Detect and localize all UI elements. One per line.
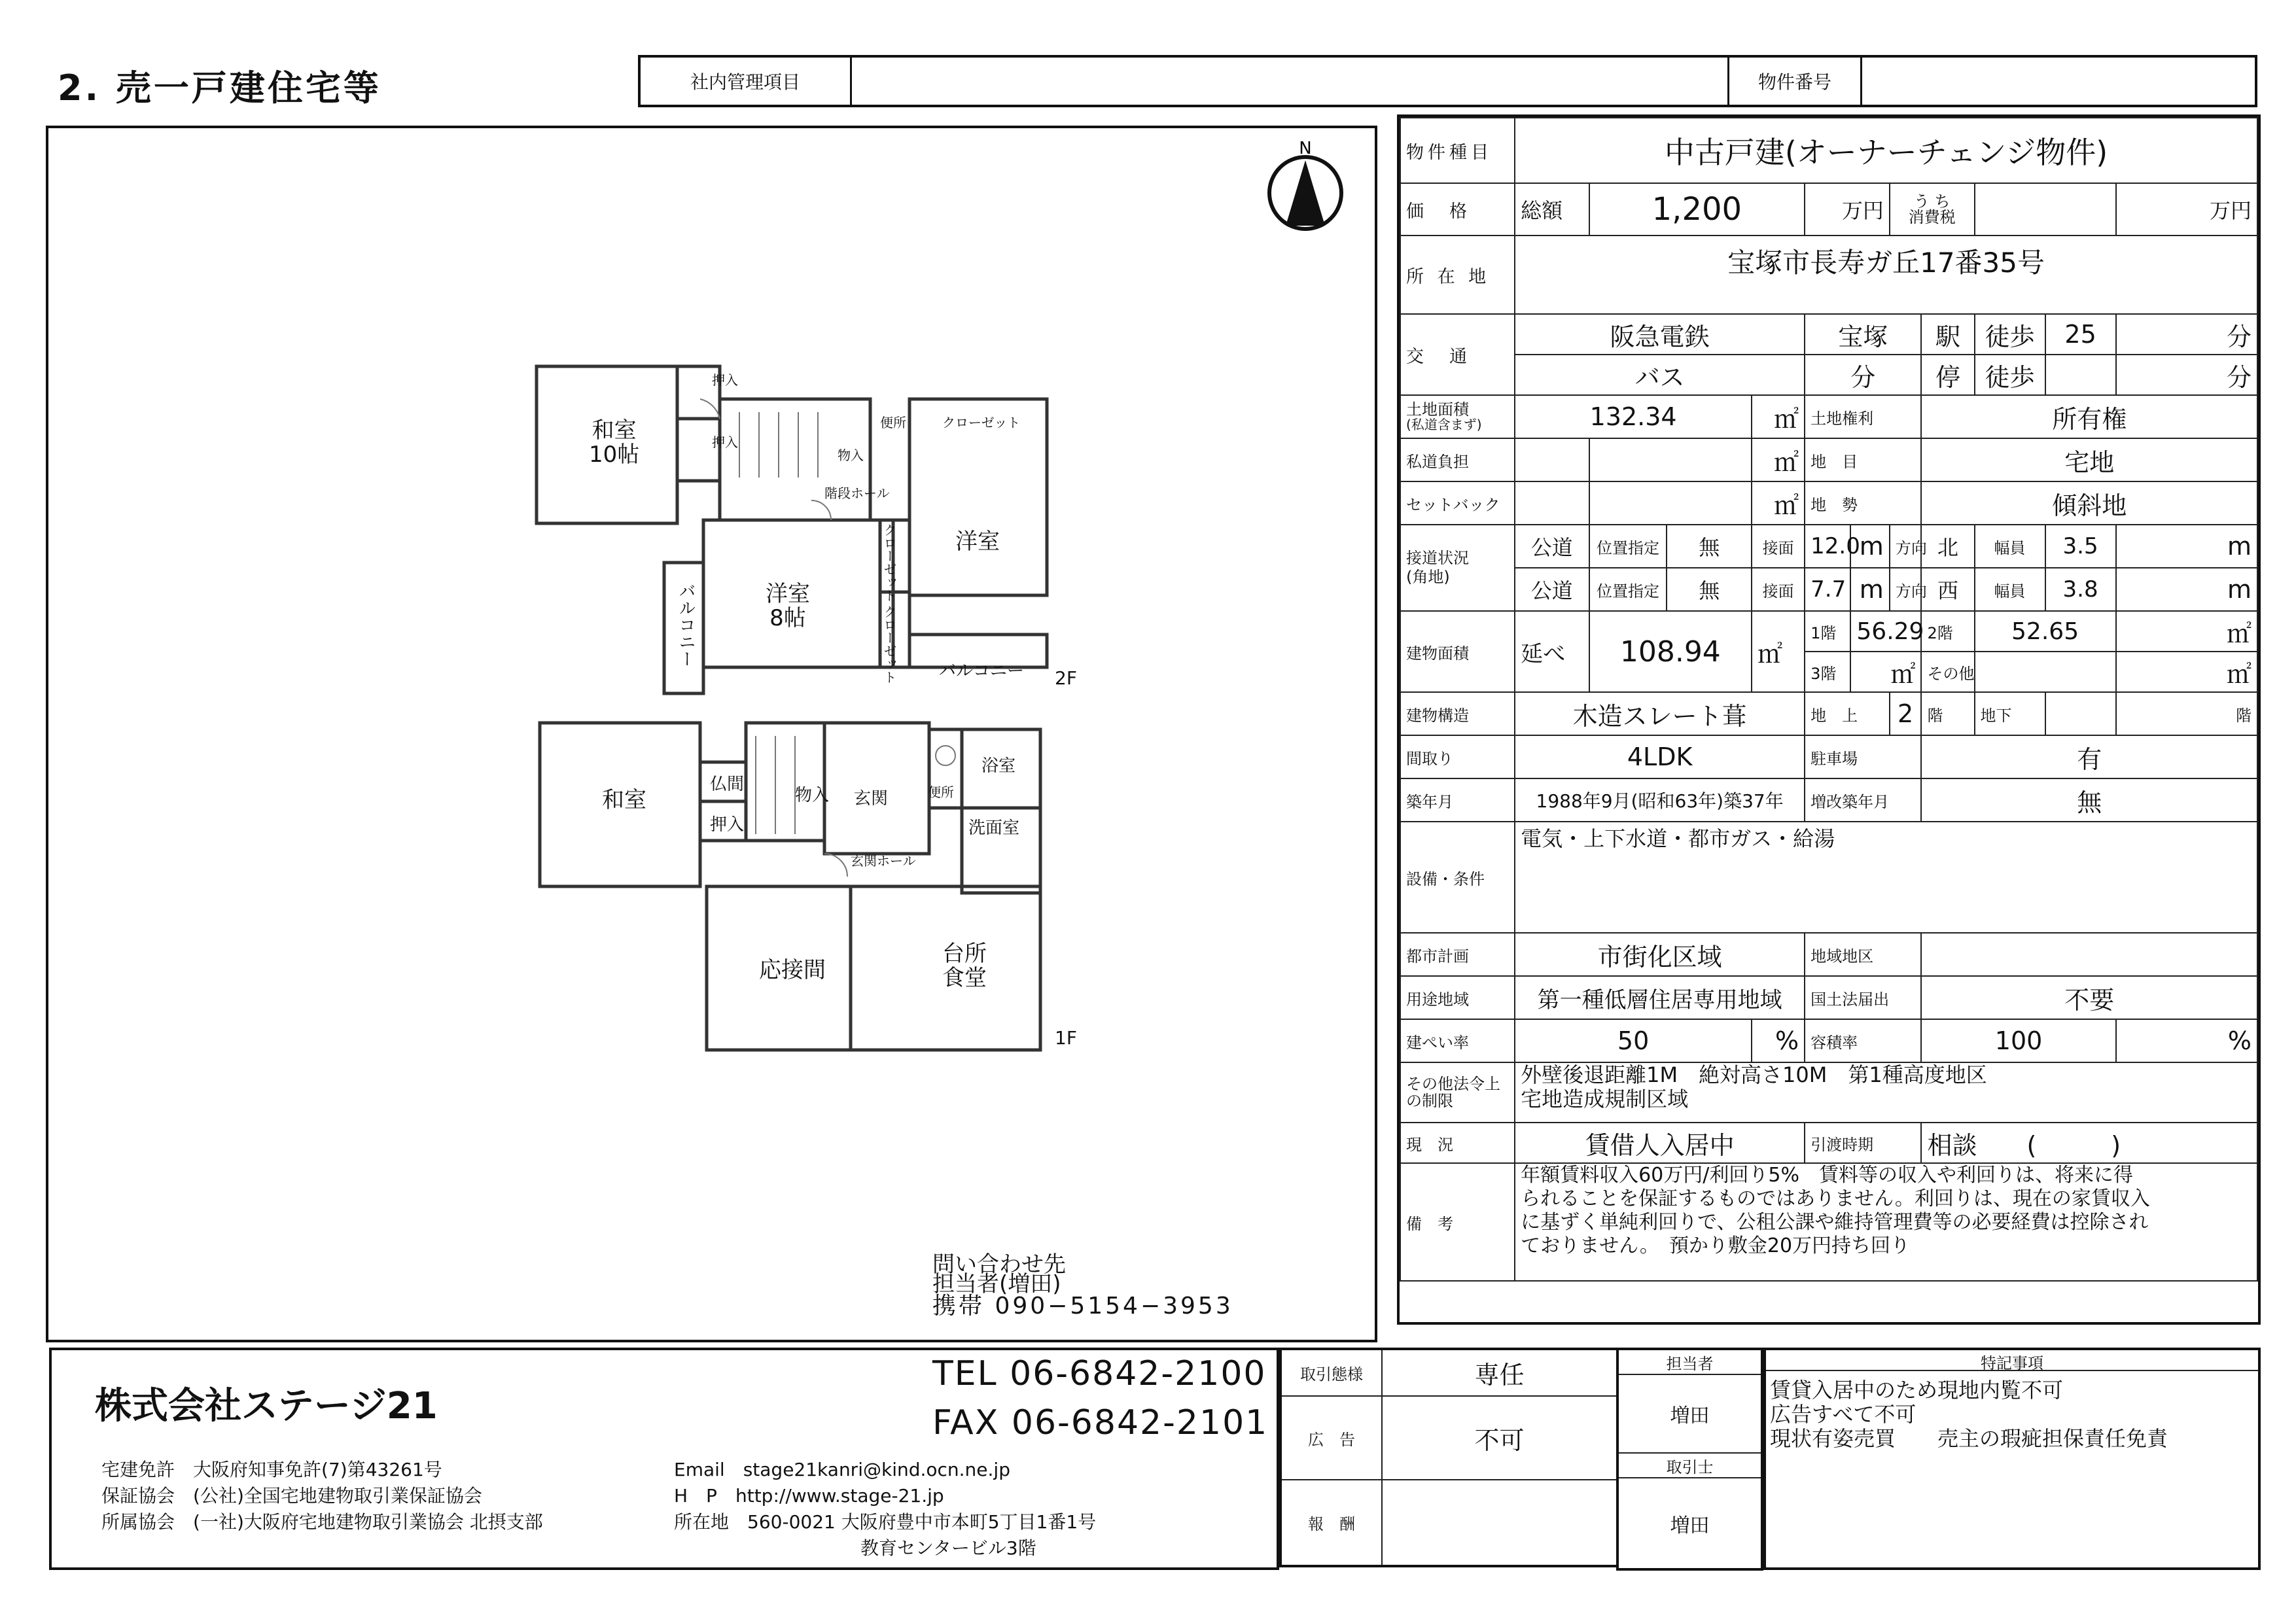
road-1-face-label: 接面 xyxy=(1752,525,1805,568)
land-area-label: 土地面積 xyxy=(1406,400,1469,419)
other-area-label: その他 xyxy=(1921,652,1974,692)
addr-label: 所在地 xyxy=(674,1511,730,1533)
room-genkan: 玄関 xyxy=(854,789,889,809)
trader-value: 増田 xyxy=(1617,1478,1762,1569)
land-right-label: 土地権利 xyxy=(1805,395,1921,438)
spec-table xyxy=(1400,117,2258,1282)
contact-line-1: 問い合わせ先 xyxy=(932,1251,1066,1278)
total-floor-value: 108.94 xyxy=(1589,611,1752,692)
built-value: 1988年9月(昭和63年)築37年 xyxy=(1515,778,1805,822)
private-road-unit: ㎡ xyxy=(1752,438,1805,481)
city-plan-value: 市街化区域 xyxy=(1515,933,1805,976)
above-value: 2 xyxy=(1890,692,1922,735)
land-law-value: 不要 xyxy=(1921,976,2257,1019)
room-oshiire-a: 押入 xyxy=(712,372,738,388)
road-2-dir: 西 xyxy=(1921,568,1974,611)
road-1-face-unit: m xyxy=(1850,525,1889,568)
email-value[interactable]: stage21kanri@kind.ocn.ne.jp xyxy=(743,1459,1010,1480)
bldg-area-label: 建物面積 xyxy=(1400,611,1515,692)
room-toilet-2f: 便所 xyxy=(880,415,906,430)
remarks-line-2: られることを保証するものではありません。利回りは、現在の家賃収入 xyxy=(1521,1187,2150,1210)
built-label: 築年月 xyxy=(1400,778,1515,822)
terrain-value: 傾斜地 xyxy=(1921,481,2257,525)
ad-label: 広 告 xyxy=(1280,1396,1382,1480)
mgmt-label: 社内管理項目 xyxy=(641,58,852,105)
north-label: N xyxy=(1299,139,1312,158)
stop-label: 停 xyxy=(1921,355,1974,395)
room-kitchen-dining: 台所 食堂 xyxy=(942,941,987,992)
road-2-width: 3.8 xyxy=(2045,568,2116,611)
room-washitsu-10: 和室 10帖 xyxy=(589,417,640,468)
minute-unit: 分 xyxy=(2116,314,2257,355)
f1-value: 56.29 xyxy=(1850,611,1921,652)
road-1-pos-label: 位置指定 xyxy=(1589,525,1667,568)
land-area-note: (私道含まず) xyxy=(1406,417,1482,433)
road-2-width-unit: m xyxy=(2116,568,2257,611)
bcr-unit: % xyxy=(1752,1019,1805,1062)
road-1-dir: 北 xyxy=(1921,525,1974,568)
room-nando: 物入 xyxy=(838,447,864,463)
road-1-width: 3.5 xyxy=(2045,525,2116,568)
contact-line-2: 担当者(増田) xyxy=(932,1271,1061,1297)
facility-value: 電気・上下水道・都市ガス・給湯 xyxy=(1515,822,2257,933)
note-line-2: 広告すべて不可 xyxy=(1770,1402,1916,1427)
f3-label: 3階 xyxy=(1805,652,1850,692)
structure-value: 木造スレート葺 xyxy=(1515,692,1805,735)
status-label: 現 況 xyxy=(1400,1123,1515,1163)
hp-link[interactable]: http://www.stage-21.jp xyxy=(735,1485,944,1507)
remarks-line-1: 年額賃料収入60万円/利回り5% 賃料等の収入や利回りは、将来に得 xyxy=(1521,1164,2133,1187)
staff-table xyxy=(1616,1348,1763,1571)
member-label: 所属協会 xyxy=(101,1511,175,1533)
land-law-label: 国土法届出 xyxy=(1805,976,1921,1019)
room-stair-hall: 階段ホール xyxy=(824,485,890,501)
page-title: 2. 売一戸建住宅等 xyxy=(58,67,381,109)
road-2-face-label: 接面 xyxy=(1752,568,1805,611)
room-toilet-1f: 便所 xyxy=(928,784,954,800)
road-label: 接道状況 xyxy=(1406,549,1469,568)
room-monoire: 物入 xyxy=(795,786,830,805)
road-1-face: 12.0 xyxy=(1805,525,1850,568)
room-balcony-left: バルコニー xyxy=(676,582,696,667)
floor-1f-label: 1F xyxy=(1055,1027,1077,1049)
other-law-line-2: 宅地造成規制区域 xyxy=(1521,1086,1689,1111)
parking-value: 有 xyxy=(1921,735,2257,778)
road-2-pos: 無 xyxy=(1667,568,1752,611)
addr-value-2: 教育センタービル3階 xyxy=(860,1537,1036,1559)
road-note: (角地) xyxy=(1406,568,1450,586)
district-label: 地域地区 xyxy=(1805,933,1921,976)
minute-unit-2: 分 xyxy=(2116,355,2257,395)
terrain-label: 地 勢 xyxy=(1805,481,1921,525)
property-no-label: 物件番号 xyxy=(1727,58,1862,105)
layout-label: 間取り xyxy=(1400,735,1515,778)
price-total-label: 総額 xyxy=(1515,183,1589,236)
email-label: Email xyxy=(674,1459,725,1480)
walk-minutes-2 xyxy=(2045,355,2116,395)
use-zone-label: 用途地域 xyxy=(1400,976,1515,1019)
facility-label: 設備・条件 xyxy=(1400,822,1515,933)
price-unit: 万円 xyxy=(1805,183,1890,236)
fee-label: 報 酬 xyxy=(1280,1480,1382,1566)
road-2-face: 7.7 xyxy=(1805,568,1850,611)
room-balcony-right: バルコニー xyxy=(939,661,1025,681)
road-2-face-unit: m xyxy=(1850,568,1889,611)
walk-label-2: 徒歩 xyxy=(1975,355,2045,395)
room-wash: 洗面室 xyxy=(968,818,1020,838)
room-western-top: 洋室 xyxy=(955,529,1000,555)
room-washitsu-1f: 和室 xyxy=(602,787,646,813)
tax-label-2: 消費税 xyxy=(1908,208,1956,226)
other-law-line-1: 外壁後退距離1M 絶対高さ10M 第1種高度地区 xyxy=(1521,1062,1987,1087)
below-unit: 階 xyxy=(2116,692,2257,735)
total-floor-unit: ㎡ xyxy=(1752,611,1805,692)
private-road-label: 私道負担 xyxy=(1400,438,1515,481)
guarantee-value: (公社)全国宅地建物取引業保証協会 xyxy=(193,1485,482,1507)
road-2-pos-label: 位置指定 xyxy=(1589,568,1667,611)
room-butsuma: 仏間 xyxy=(710,775,745,794)
remarks-label: 備 考 xyxy=(1400,1163,1515,1281)
road-2-width-label: 幅員 xyxy=(1975,568,2045,611)
tax-label-1: う ち xyxy=(1913,192,1951,211)
north-arrow-icon xyxy=(1263,134,1348,239)
room-closet-2: クローゼット xyxy=(881,605,897,684)
bcr-value: 50 xyxy=(1515,1019,1752,1062)
fax-label: FAX xyxy=(932,1403,1000,1442)
setback-unit: ㎡ xyxy=(1752,481,1805,525)
ad-value: 不可 xyxy=(1382,1396,1617,1480)
far-value: 100 xyxy=(1921,1019,2115,1062)
license-label: 宅建免許 xyxy=(101,1459,175,1480)
f3-unit: ㎡ xyxy=(1850,652,1921,692)
station-label: 駅 xyxy=(1921,314,1974,355)
total-floor-label: 延べ xyxy=(1515,611,1589,692)
license-value: 大阪府知事免許(7)第43261号 xyxy=(193,1459,442,1480)
parking-label: 駐車場 xyxy=(1805,735,1921,778)
room-bath: 浴室 xyxy=(981,756,1016,776)
hp-label: H P xyxy=(674,1485,717,1507)
note-line-3: 現状有姿売買 売主の瑕疵担保責任免責 xyxy=(1770,1426,2168,1451)
address-label: 所 在 地 xyxy=(1400,236,1515,314)
bus-label: バス xyxy=(1515,355,1805,395)
bcr-label: 建ぺい率 xyxy=(1400,1019,1515,1062)
city-plan-label: 都市計画 xyxy=(1400,933,1515,976)
note-line-1: 賃貸入居中のため現地内覧不可 xyxy=(1770,1378,2064,1403)
room-oshiire-1f: 押入 xyxy=(710,815,745,835)
land-area-unit: ㎡ xyxy=(1752,395,1805,438)
staff-value: 増田 xyxy=(1617,1374,1762,1453)
tel-number: 06-6842-2100 xyxy=(1010,1354,1267,1393)
address-value: 宝塚市長寿ガ丘17番35号 xyxy=(1515,236,2257,314)
guarantee-label: 保証協会 xyxy=(101,1485,175,1507)
road-1-width-label: 幅員 xyxy=(1975,525,2045,568)
remarks-line-3: に基ずく単純利回りで、公租公課や維持管理費等の必要経費は控除され xyxy=(1521,1211,2149,1234)
trader-label: 取引士 xyxy=(1617,1453,1762,1478)
room-western-8: 洋室 8帖 xyxy=(766,581,810,632)
road-1-width-unit: m xyxy=(2116,525,2257,568)
use-zone-value: 第一種低層住居専用地域 xyxy=(1515,976,1805,1019)
room-oshiire-b: 押入 xyxy=(712,434,738,450)
notes-label: 特記事項 xyxy=(1766,1350,2258,1371)
land-right-value: 所有権 xyxy=(1921,395,2257,438)
land-area-value: 132.34 xyxy=(1515,395,1752,438)
tax-value xyxy=(1975,183,2116,236)
handover-label: 引渡時期 xyxy=(1805,1123,1921,1163)
room-closet-top: クローゼット xyxy=(942,415,1021,430)
tax-unit: 万円 xyxy=(2116,183,2257,236)
fax-number: 06-6842-2101 xyxy=(1011,1403,1269,1442)
staff-label: 担当者 xyxy=(1617,1349,1762,1374)
deal-table xyxy=(1279,1348,1619,1567)
price-value: 1,200 xyxy=(1589,183,1805,236)
setback-label: セットバック xyxy=(1400,481,1515,525)
rail-company: 阪急電鉄 xyxy=(1515,314,1805,355)
room-closet-1: クローゼット xyxy=(881,523,897,602)
fee-value xyxy=(1382,1480,1617,1566)
road-1-pos: 無 xyxy=(1667,525,1752,568)
land-category-label: 地 目 xyxy=(1805,438,1921,481)
other-law-label: その他法令上の制限 xyxy=(1400,1062,1515,1123)
f2-unit: ㎡ xyxy=(2116,611,2257,652)
f1-label: 1階 xyxy=(1805,611,1850,652)
room-entrance-hall: 玄関ホール xyxy=(851,853,916,869)
structure-label: 建物構造 xyxy=(1400,692,1515,735)
above-label: 地 上 xyxy=(1805,692,1890,735)
handover-value: 相談 ( ) xyxy=(1921,1123,2257,1163)
company-name: 株式会社ステージ21 xyxy=(95,1385,438,1427)
deal-label: 取引態様 xyxy=(1280,1349,1382,1396)
bus-unit: 分 xyxy=(1805,355,1921,395)
tel-label: TEL xyxy=(932,1354,998,1393)
kind-label: 物件種目 xyxy=(1400,118,1515,183)
price-label: 価 格 xyxy=(1400,183,1515,236)
kind-value: 中古戸建(オーナーチェンジ物件) xyxy=(1515,118,2257,183)
floor-2f-label: 2F xyxy=(1055,667,1077,689)
room-ousetsu: 応接間 xyxy=(759,957,826,983)
f2-value: 52.65 xyxy=(1975,611,2116,652)
road-2-dir-label: 方向 xyxy=(1890,568,1922,611)
f2-label: 2階 xyxy=(1921,611,1974,652)
below-label: 地下 xyxy=(1975,692,2045,735)
deal-value: 専任 xyxy=(1382,1349,1617,1396)
header-management-bar xyxy=(638,55,2257,107)
addr-value: 560-0021 大阪府豊中市本町5丁目1番1号 xyxy=(747,1511,1097,1533)
layout-value: 4LDK xyxy=(1515,735,1805,778)
road-1-dir-label: 方向 xyxy=(1890,525,1922,568)
land-category-value: 宅地 xyxy=(1921,438,2257,481)
above-unit: 階 xyxy=(1921,692,1974,735)
remarks-line-4: ておりません。 預かり敷金20万円持ち回り xyxy=(1521,1234,1911,1257)
renovated-value: 無 xyxy=(1921,778,2257,822)
walk-label: 徒歩 xyxy=(1975,314,2045,355)
road-2-kind: 公道 xyxy=(1515,568,1589,611)
far-unit: % xyxy=(2116,1019,2257,1062)
renovated-label: 増改築年月 xyxy=(1805,778,1921,822)
road-1-kind: 公道 xyxy=(1515,525,1589,568)
station-name: 宝塚 xyxy=(1805,314,1921,355)
far-label: 容積率 xyxy=(1805,1019,1921,1062)
status-value: 賃借人入居中 xyxy=(1515,1123,1805,1163)
other-area-unit: ㎡ xyxy=(2116,652,2257,692)
transport-label: 交 通 xyxy=(1400,314,1515,395)
walk-minutes: 25 xyxy=(2045,314,2116,355)
contact-line-3: 携帯 090−5154−3953 xyxy=(932,1293,1233,1319)
member-value: (一社)大阪府宅地建物取引業協会 北摂支部 xyxy=(193,1511,543,1533)
